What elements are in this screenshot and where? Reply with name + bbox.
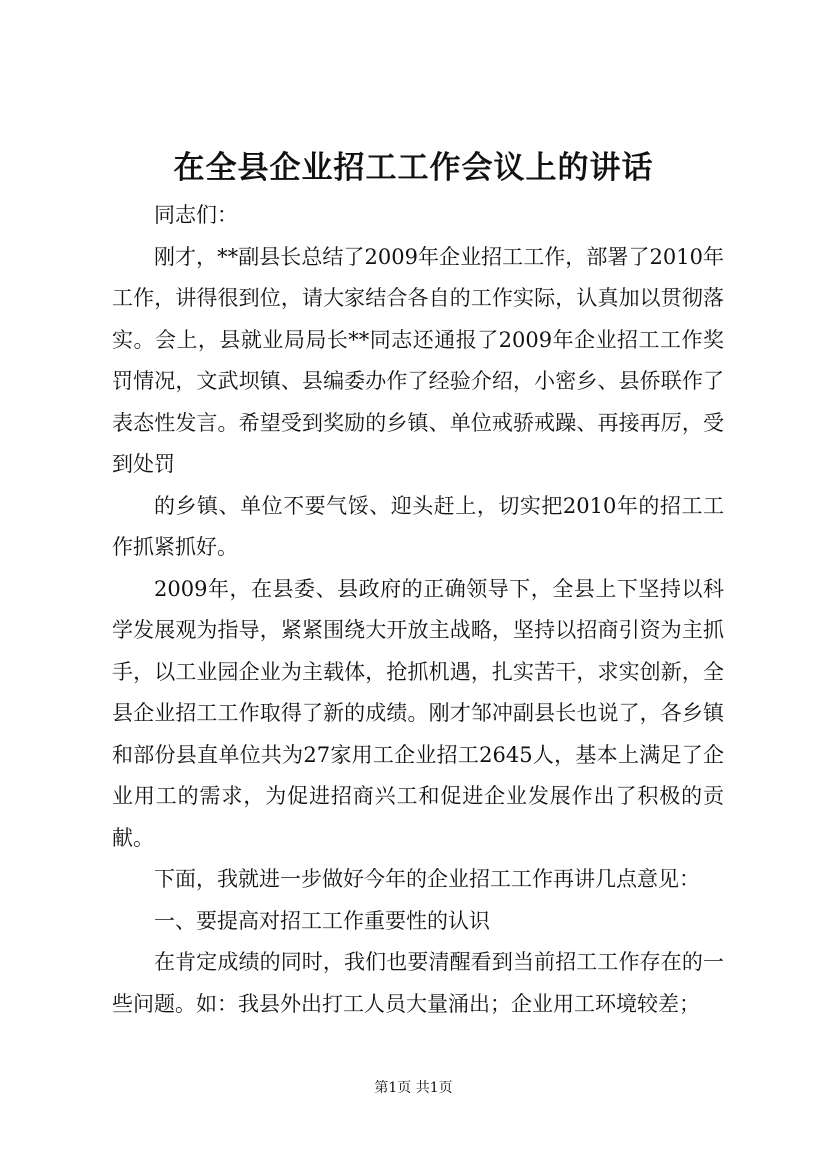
paragraph-salutation: 同志们： [154,203,238,227]
paragraph-continuation: 的乡镇、单位不要气馁、迎头赶上，切实把2010年的招工工作抓紧抓好。 [112,493,724,559]
page-footer: 第1页 共1页 [374,1080,453,1096]
document-title: 在全县企业招工工作会议上的讲话 [173,150,654,186]
section-heading-1: 一、要提高对招工工作重要性的认识 [154,908,490,933]
paragraph-achievements: 2009年，在县委、县政府的正确领导下，全县上下坚持以科学发展观为指导，紧紧围绕大开放主战略，坚持以招商引资为主抓手，以工业园企业为主载体，抢抓机遇，扎实苦干，求实创新，全县企业招工工作取得了新的成绩。刚才邹冲副县长也说了，各乡镇和部份县直单位共为27家用工企业招工2645人，基本上满足了企业用工的需求，为促进招商兴工和促进企业发展作出了积极的贡献。 [112,576,724,850]
document-body [112,195,724,1025]
paragraph-opening: 刚才，**副县长总结了2009年企业招工工作，部署了2010年工作，讲得很到位，请大家结合各自的工作实际，认真加以贯彻落实。会上，县就业局局长**同志还通报了2009年企业招工工作奖罚情况，文武坝镇、县编委办作了经验介绍，小密乡、县侨联作了表态性发言。希望受到奖励的乡镇、单位戒骄戒躁、再接再厉，受到处罚 [112,244,724,476]
paragraph-transition: 下面，我就进一步做好今年的企业招工工作再讲几点意见： [154,867,700,891]
paragraph-problems: 在肯定成绩的同时，我们也要清醒看到当前招工工作存在的一些问题。如：我县外出打工人员大量涌出；企业用工环境较差； [112,950,724,1016]
